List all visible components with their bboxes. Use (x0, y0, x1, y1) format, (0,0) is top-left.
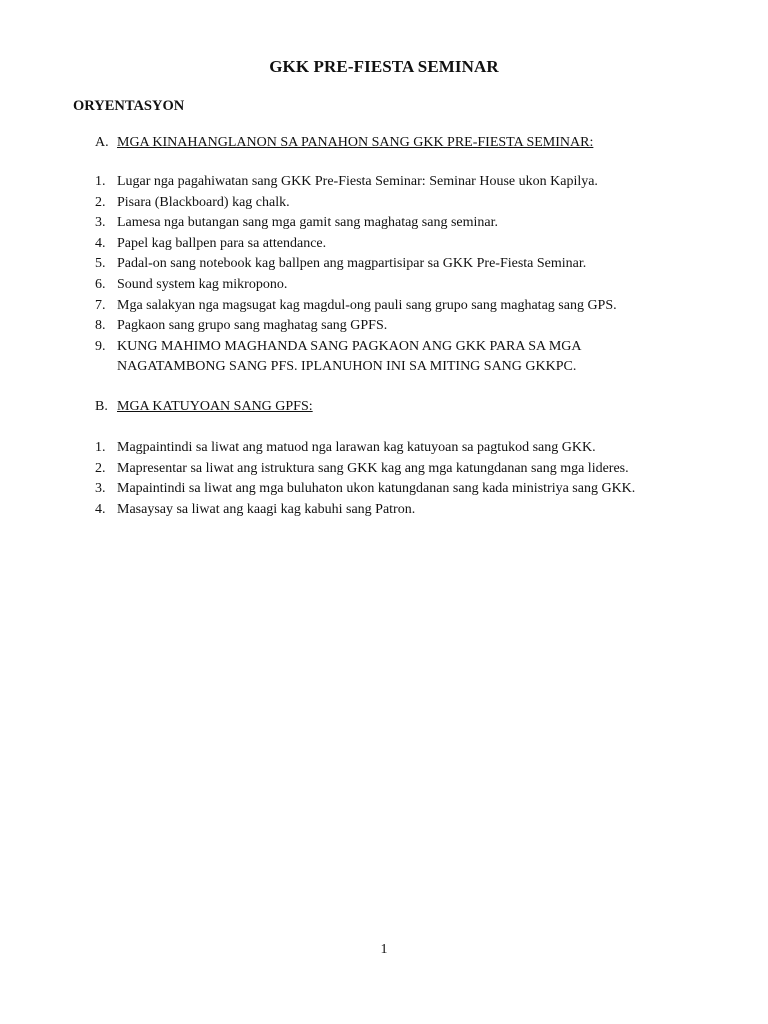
list-item (95, 275, 697, 296)
list-item-number: 3. (95, 481, 106, 497)
list-item-text: Sound system kag mikropono. (117, 276, 288, 292)
list-item-text: Mapaintindi sa liwat ang mga buluhaton ukon katungdanan sang kada ministriya sang GKK. (117, 481, 636, 497)
section-a-title: MGA KINAHANGLANON SA PANAHON SANG GKK PRE-FIESTA SEMINAR: (117, 135, 594, 150)
list-item (95, 337, 697, 378)
document-title: GKK PRE-FIESTA SEMINAR (269, 57, 499, 76)
section-a-header (95, 135, 593, 151)
list-item-number: 6. (95, 276, 106, 292)
list-item (95, 172, 697, 193)
list-item-number: 9. (95, 338, 106, 354)
list-item-number: 2. (95, 194, 106, 210)
list-item-number: 7. (95, 297, 106, 313)
list-item-text: Pagkaon sang grupo sang maghatag sang GPFS. (117, 318, 388, 334)
section-heading-oryentasyon: ORYENTASYON (73, 98, 185, 114)
list-item (95, 500, 697, 521)
list-item-text: Lugar nga pagahiwatan sang GKK Pre-Fiesta Seminar: Seminar House ukon Kapilya. (117, 174, 598, 189)
list-item (95, 459, 697, 480)
list-item-text: Mga salakyan nga magsugat kag magdul-ong pauli sang grupo sang maghatag sang GPS. (117, 297, 617, 313)
list-item (95, 254, 697, 275)
list-item-number: 5. (95, 256, 106, 272)
section-b-title: MGA KATUYOAN SANG GPFS: (117, 399, 313, 414)
list-item-text: Magpaintindi sa liwat ang matuod nga larawan kag katuyoan sa pagtukod sang GKK. (117, 440, 596, 455)
list-item-text: Masaysay sa liwat ang kaagi kag kabuhi sang Patron. (117, 501, 416, 517)
list-item (95, 438, 697, 459)
list-item (95, 296, 697, 317)
section-b-list (95, 438, 697, 520)
list-item-text: Padal-on sang notebook kag ballpen ang magpartisipar sa GKK Pre-Fiesta Seminar. (117, 256, 587, 272)
list-item-text: Lamesa nga butangan sang mga gamit sang maghatag sang seminar. (117, 215, 499, 231)
section-a-letter: A. (95, 135, 109, 150)
list-item-number: 1. (95, 174, 106, 189)
list-item (95, 479, 697, 500)
list-item (95, 316, 697, 337)
page-number: 1 (380, 942, 388, 957)
list-item-text: Papel kag ballpen para sa attendance. (117, 235, 327, 251)
list-item-number: 2. (95, 460, 106, 476)
section-b-letter: B. (95, 399, 108, 414)
list-item-number: 1. (95, 440, 106, 455)
list-item (95, 213, 697, 234)
list-item (95, 234, 697, 255)
list-item-number: 3. (95, 215, 106, 231)
section-b-header (95, 399, 313, 415)
list-item (95, 193, 697, 214)
list-item-text: Mapresentar sa liwat ang istruktura sang GKK kag ang mga katungdanan sang mga lideres. (117, 460, 629, 476)
list-item-text: Pisara (Blackboard) kag chalk. (117, 194, 290, 210)
list-item-number: 4. (95, 501, 106, 517)
list-item-text: KUNG MAHIMO MAGHANDA SANG PAGKAON ANG GKK PARA SA MGA NAGATAMBONG SANG PFS. IPLANUHON INI SA MITING SANG GKKPC. (117, 338, 581, 375)
list-item-number: 4. (95, 235, 106, 251)
section-a-list (95, 172, 697, 378)
list-item-number: 8. (95, 318, 106, 334)
